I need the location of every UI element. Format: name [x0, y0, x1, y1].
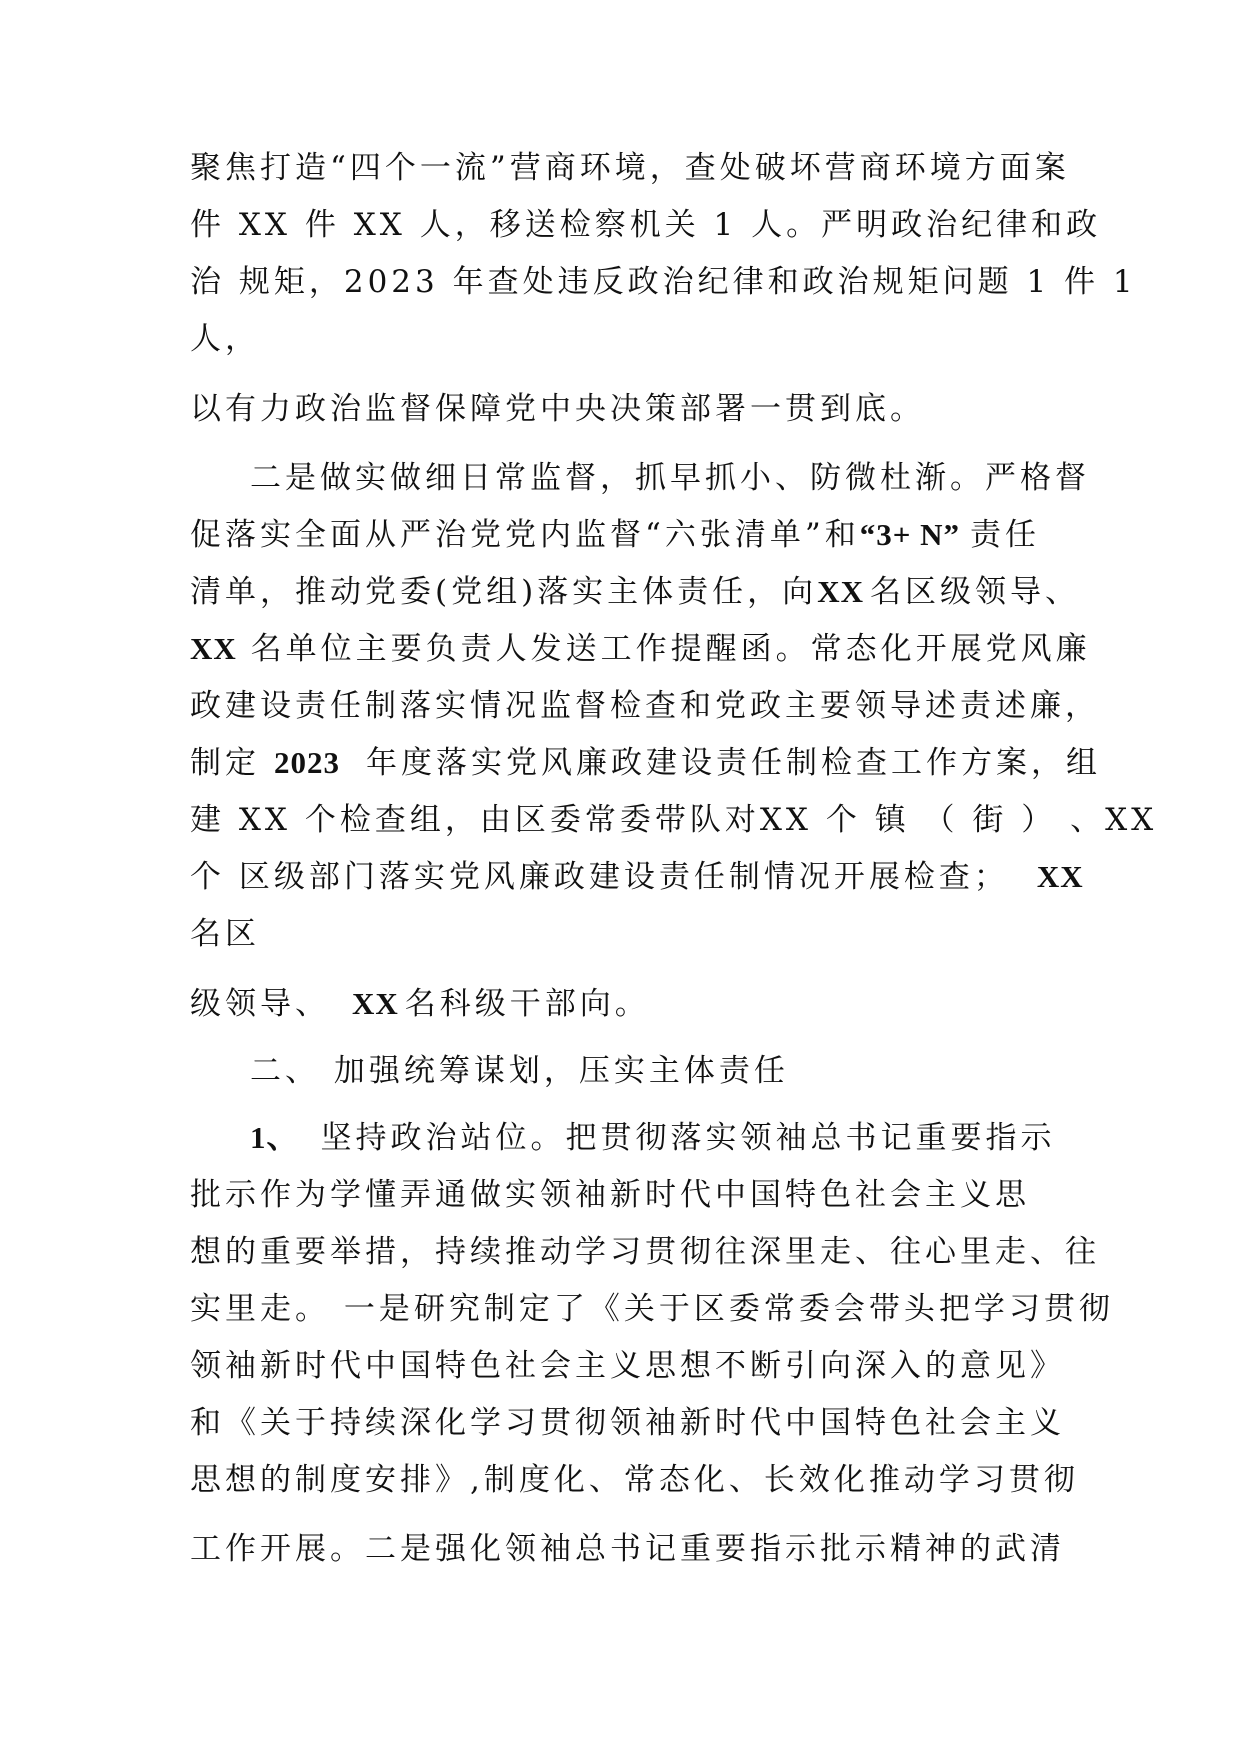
paragraph-line: 聚焦打造“四个一流”营商环境，查处破坏营商环境方面案 — [190, 150, 1070, 186]
list-number: 1、 — [250, 1120, 299, 1155]
paragraph-line: 政建设责任制落实情况监督检查和党政主要领导述责述廉， — [190, 688, 1100, 724]
text-run: 名区级领导、 — [869, 574, 1080, 610]
paragraph-line: 以有力政治监督保障党中央决策部署一贯到底。 — [190, 391, 925, 427]
bold-text: 2023 — [274, 745, 340, 780]
paragraph-line: 建 XX 个检查组，由区委常委带队对XX 个 镇 （ 街 ） 、XX — [190, 802, 1158, 838]
text-run: 责任 — [970, 517, 1041, 553]
bold-text: XX — [352, 986, 399, 1021]
text-run: 级领导、 — [190, 986, 330, 1022]
paragraph-line: 批示作为学懂弄通做实领袖新时代中国特色社会主义思 — [190, 1177, 1030, 1213]
text-run: 名科级干部向。 — [404, 986, 650, 1022]
bold-text: XX — [190, 631, 237, 666]
paragraph-line: 实里走。 一是研究制定了《关于区委常委会带头把学习贯彻 — [190, 1291, 1114, 1327]
section-heading: 二、 加强统筹谋划，压实主体责任 — [250, 1053, 789, 1089]
paragraph-line — [190, 515, 1060, 555]
paragraph-line — [190, 857, 1084, 897]
text-run: 个 区级部门落实党风廉政建设责任制情况开展检查； — [190, 859, 1009, 895]
bold-text: XX — [1036, 859, 1084, 894]
text-run: 年度落实党风廉政建设责任制检查工作方案，组 — [366, 745, 1101, 781]
paragraph-line: 名区 — [190, 916, 260, 952]
paragraph-line — [250, 1118, 1060, 1158]
paragraph-line: 二是做实做细日常监督，抓早抓小、防微杜渐。严格督 — [250, 460, 1090, 496]
paragraph-line: 人， — [190, 321, 260, 357]
paragraph-line: 思想的制度安排》,制度化、常态化、长效化推动学习贯彻 — [190, 1462, 1079, 1498]
text-run: 清单，推动党委(党组)落实主体责任，向 — [190, 574, 818, 610]
paragraph-line: 件 XX 件 XX 人，移送检察机关 1 人。严明政治纪律和政 — [190, 207, 1102, 243]
paragraph-line: 领袖新时代中国特色社会主义思想不断引向深入的意见》 — [190, 1348, 1065, 1384]
bold-text: “3+ N” — [859, 517, 961, 552]
text-run: 促落实全面从严治党党内监督“六张清单”和 — [190, 517, 860, 553]
paragraph-line — [190, 743, 1101, 783]
text-run: 坚持政治站位。把贯彻落实领袖总书记重要指示 — [320, 1120, 1056, 1156]
text-run: 制定 — [190, 745, 260, 781]
paragraph-line — [190, 572, 1080, 612]
paragraph-line: 和《关于持续深化学习贯彻领袖新时代中国特色社会主义 — [190, 1405, 1065, 1441]
bold-text: XX — [817, 574, 864, 609]
paragraph-line: 想的重要举措，持续推动学习贯彻往深里走、往心里走、往 — [190, 1234, 1100, 1270]
paragraph-line — [190, 984, 1060, 1024]
text-run: 名单位主要负责人发送工作提醒函。常态化开展党风廉 — [236, 631, 1091, 667]
paragraph-line: 治 规矩，2023 年查处违反政治纪律和政治规矩问题 1 件 1 — [190, 264, 1137, 300]
paragraph-line — [190, 629, 1091, 669]
paragraph-line: 工作开展。二是强化领袖总书记重要指示批示精神的武清 — [190, 1531, 1065, 1567]
